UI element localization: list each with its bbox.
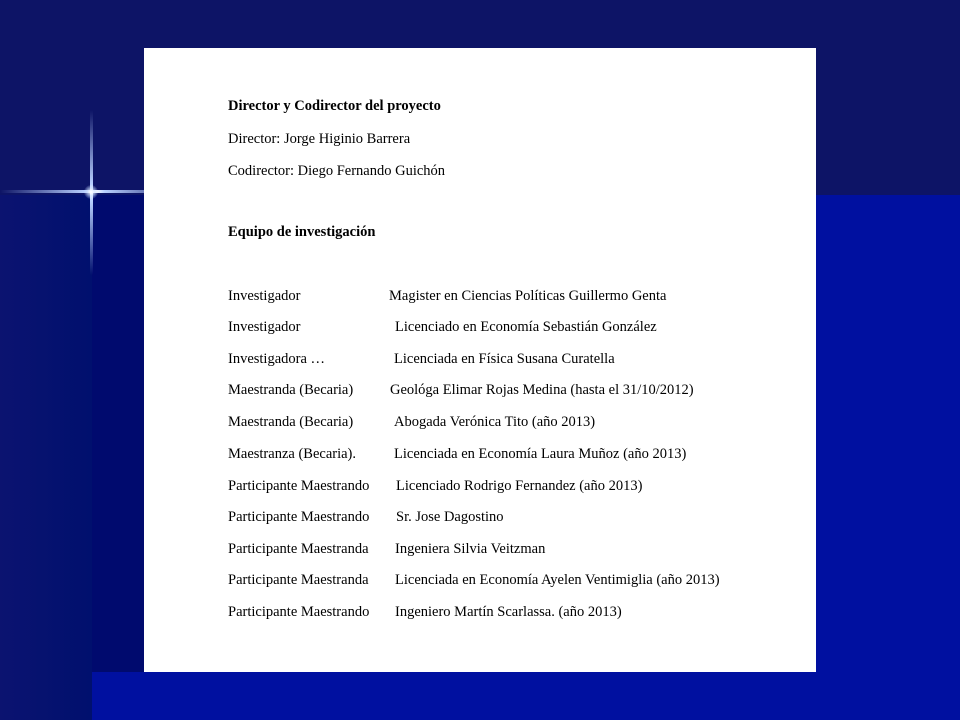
team-role: Maestranda (Becaria) — [228, 382, 354, 398]
team-member: Ingeniera Silvia Veitzman — [395, 541, 546, 557]
team-member: Licenciado Rodrigo Fernandez (año 2013) — [396, 478, 643, 494]
director-line: Director: Jorge Higinio Barrera — [228, 131, 411, 147]
team-row — [228, 318, 657, 336]
team-row — [228, 477, 643, 495]
team-row — [228, 381, 694, 399]
team-role: Participante Maestranda — [228, 572, 369, 588]
sparkle-star-icon — [84, 185, 98, 199]
team-role: Participante Maestrando — [228, 509, 370, 525]
team-member: Licenciada en Física Susana Curatella — [394, 351, 615, 367]
team-row — [228, 603, 622, 621]
team-role: Investigador — [228, 319, 301, 335]
team-member: Magister en Ciencias Políticas Guillermo Genta — [389, 288, 667, 304]
team-role: Maestranda (Becaria) — [228, 414, 354, 430]
slide-document — [144, 48, 816, 672]
codirector-line: Codirector: Diego Fernando Guichón — [228, 163, 446, 179]
team-member: Abogada Verónica Tito (año 2013) — [394, 414, 596, 430]
background-bottom-block — [92, 672, 960, 720]
team-role: Maestranza (Becaria). — [228, 446, 357, 462]
team-role: Participante Maestrando — [228, 478, 370, 494]
team-role: Investigador — [228, 288, 301, 304]
team-row — [228, 540, 546, 558]
team-row — [228, 508, 504, 526]
team-member: Licenciada en Economía Laura Muñoz (año 2013) — [394, 446, 687, 462]
team-row — [228, 287, 667, 305]
team-member: Licenciado en Economía Sebastián González — [395, 319, 657, 335]
team-role: Investigadora … — [228, 351, 326, 367]
team-row — [228, 350, 615, 368]
team-role: Participante Maestrando — [228, 604, 370, 620]
team-row — [228, 571, 720, 589]
team-member: Licenciada en Economía Ayelen Ventimiglia (año 2013) — [395, 572, 720, 588]
team-member: Geológa Elimar Rojas Medina (hasta el 31/10/2012) — [390, 382, 694, 398]
team-row — [228, 445, 687, 463]
team-role: Participante Maestranda — [228, 541, 369, 557]
heading-research-team: Equipo de investigación — [228, 224, 376, 240]
heading-project-direction: Director y Codirector del proyecto — [228, 98, 441, 114]
background-right-block — [816, 195, 960, 720]
team-row — [228, 413, 596, 431]
team-member: Ingeniero Martín Scarlassa. (año 2013) — [395, 604, 622, 620]
team-member: Sr. Jose Dagostino — [396, 509, 504, 525]
